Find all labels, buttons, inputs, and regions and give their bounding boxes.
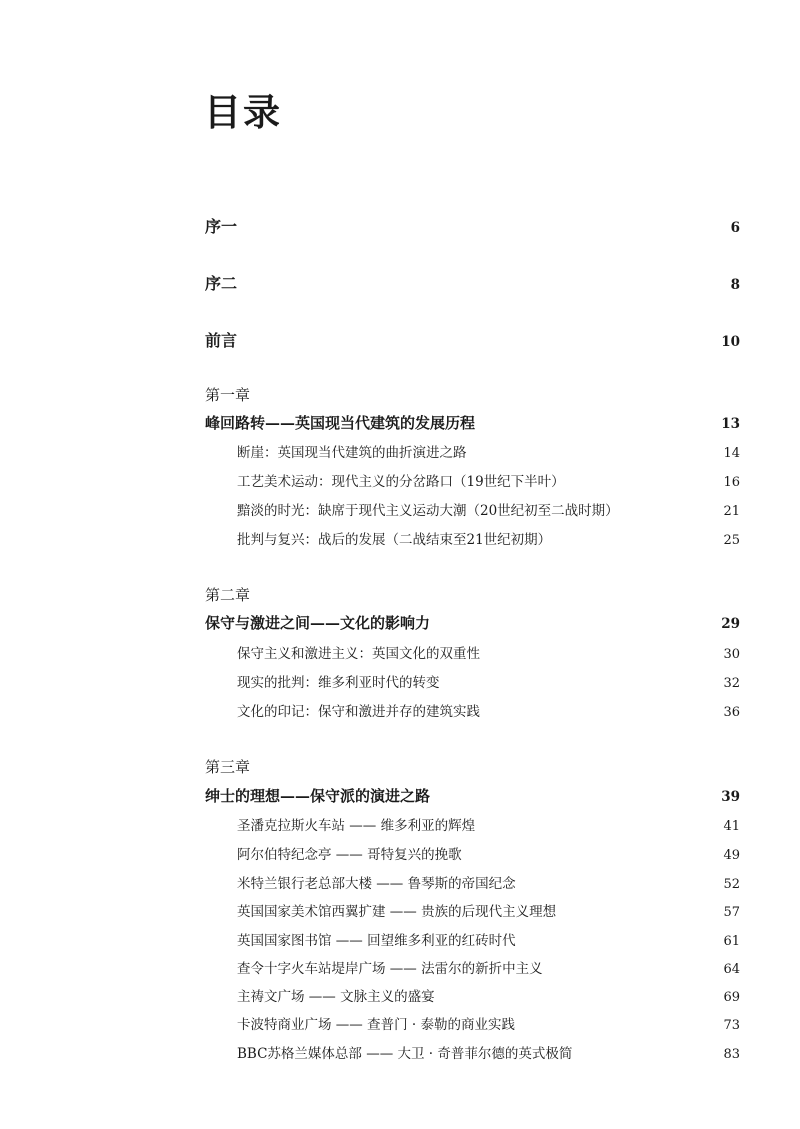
chapter-label-3: 第三章	[205, 758, 251, 776]
toc-entry-page: 21	[723, 504, 740, 519]
toc-entry-page: 36	[723, 705, 740, 720]
toc-entry-page: 6	[730, 220, 740, 236]
toc-entry-chapter-2[interactable]	[205, 612, 740, 633]
toc-entry-page: 10	[721, 334, 740, 350]
toc-entry-section[interactable]	[237, 957, 740, 977]
toc-entry-page: 73	[723, 1018, 740, 1033]
toc-entry-section[interactable]	[237, 985, 740, 1005]
toc-entry-page: 13	[721, 416, 740, 432]
toc-entry-label: 圣潘克拉斯火车站 —— 维多利亚的辉煌	[237, 818, 476, 834]
toc-entry-page: 30	[723, 647, 740, 662]
toc-entry-label: 序二	[205, 274, 238, 293]
toc-entry-section[interactable]	[237, 528, 740, 548]
toc-entry-preface-2[interactable]	[205, 271, 740, 294]
toc-entry-label: 断崖：英国现当代建筑的曲折演进之路	[237, 445, 467, 461]
toc-entry-section[interactable]	[237, 843, 740, 863]
chapter-label-2: 第二章	[205, 586, 251, 604]
toc-entry-label: 序一	[205, 217, 238, 236]
toc-entry-section[interactable]	[237, 900, 740, 920]
page-title: 目录	[204, 90, 282, 134]
toc-entry-section[interactable]	[237, 872, 740, 892]
toc-entry-label: 米特兰银行老总部大楼 —— 鲁琴斯的帝国纪念	[237, 876, 516, 892]
toc-entry-page: 69	[723, 990, 740, 1005]
toc-entry-label: 阿尔伯特纪念亭 —— 哥特复兴的挽歌	[237, 847, 462, 863]
toc-entry-label: 文化的印记：保守和激进并存的建筑实践	[237, 704, 480, 720]
toc-entry-section[interactable]	[237, 929, 740, 949]
toc-entry-page: 16	[723, 475, 740, 490]
toc-entry-section[interactable]	[237, 499, 740, 519]
toc-entry-page: 39	[721, 789, 740, 805]
toc-entry-preface-1[interactable]	[205, 214, 740, 237]
toc-entry-label: 卡波特商业广场 —— 查普门 · 泰勒的商业实践	[237, 1017, 515, 1033]
toc-entry-label: 现实的批判：维多利亚时代的转变	[237, 675, 440, 691]
toc-entry-section[interactable]	[237, 470, 740, 490]
toc-entry-foreword[interactable]	[205, 328, 740, 351]
toc-entry-label: 前言	[205, 331, 238, 350]
toc-entry-section[interactable]	[237, 1042, 740, 1062]
toc-entry-label: BBC苏格兰媒体总部 —— 大卫 · 奇普菲尔德的英式极简	[237, 1046, 573, 1062]
toc-entry-label: 查令十字火车站堤岸广场 —— 法雷尔的新折中主义	[237, 961, 543, 977]
toc-entry-label: 绅士的理想——保守派的演进之路	[205, 787, 431, 805]
toc-entry-label: 保守与激进之间——文化的影响力	[205, 614, 431, 632]
toc-entry-label: 英国国家图书馆 —— 回望维多利亚的红砖时代	[237, 933, 516, 949]
chapter-label-1: 第一章	[205, 386, 251, 404]
toc-entry-page: 41	[723, 819, 740, 834]
toc-entry-label: 工艺美术运动：现代主义的分岔路口（19世纪下半叶）	[237, 474, 565, 490]
toc-entry-page: 52	[723, 877, 740, 892]
toc-entry-section[interactable]	[237, 441, 740, 461]
toc-entry-page: 64	[723, 962, 740, 977]
toc-entry-section[interactable]	[237, 671, 740, 691]
toc-entry-label: 保守主义和激进主义：英国文化的双重性	[237, 646, 480, 662]
toc-entry-chapter-1[interactable]	[205, 412, 740, 433]
toc-entry-chapter-3[interactable]	[205, 785, 740, 806]
toc-entry-page: 25	[723, 533, 740, 548]
toc-entry-page: 29	[721, 616, 740, 632]
toc-entry-section[interactable]	[237, 1013, 740, 1033]
toc-entry-page: 32	[723, 676, 740, 691]
toc-entry-page: 8	[730, 277, 740, 293]
toc-entry-page: 14	[723, 446, 740, 461]
toc-entry-page: 83	[723, 1047, 740, 1062]
toc-entry-page: 49	[723, 848, 740, 863]
toc-entry-label: 批判与复兴：战后的发展（二战结束至21世纪初期）	[237, 532, 552, 548]
toc-entry-label: 主祷文广场 —— 文脉主义的盛宴	[237, 989, 435, 1005]
toc-entry-page: 61	[723, 934, 740, 949]
toc-entry-label: 峰回路转——英国现当代建筑的发展历程	[205, 414, 476, 432]
toc-entry-page: 57	[723, 905, 740, 920]
toc-entry-section[interactable]	[237, 700, 740, 720]
toc-entry-label: 黯淡的时光：缺席于现代主义运动大潮（20世纪初至二战时期）	[237, 503, 619, 519]
toc-entry-section[interactable]	[237, 642, 740, 662]
toc-entry-section[interactable]	[237, 814, 740, 834]
toc-entry-label: 英国国家美术馆西翼扩建 —— 贵族的后现代主义理想	[237, 904, 557, 920]
